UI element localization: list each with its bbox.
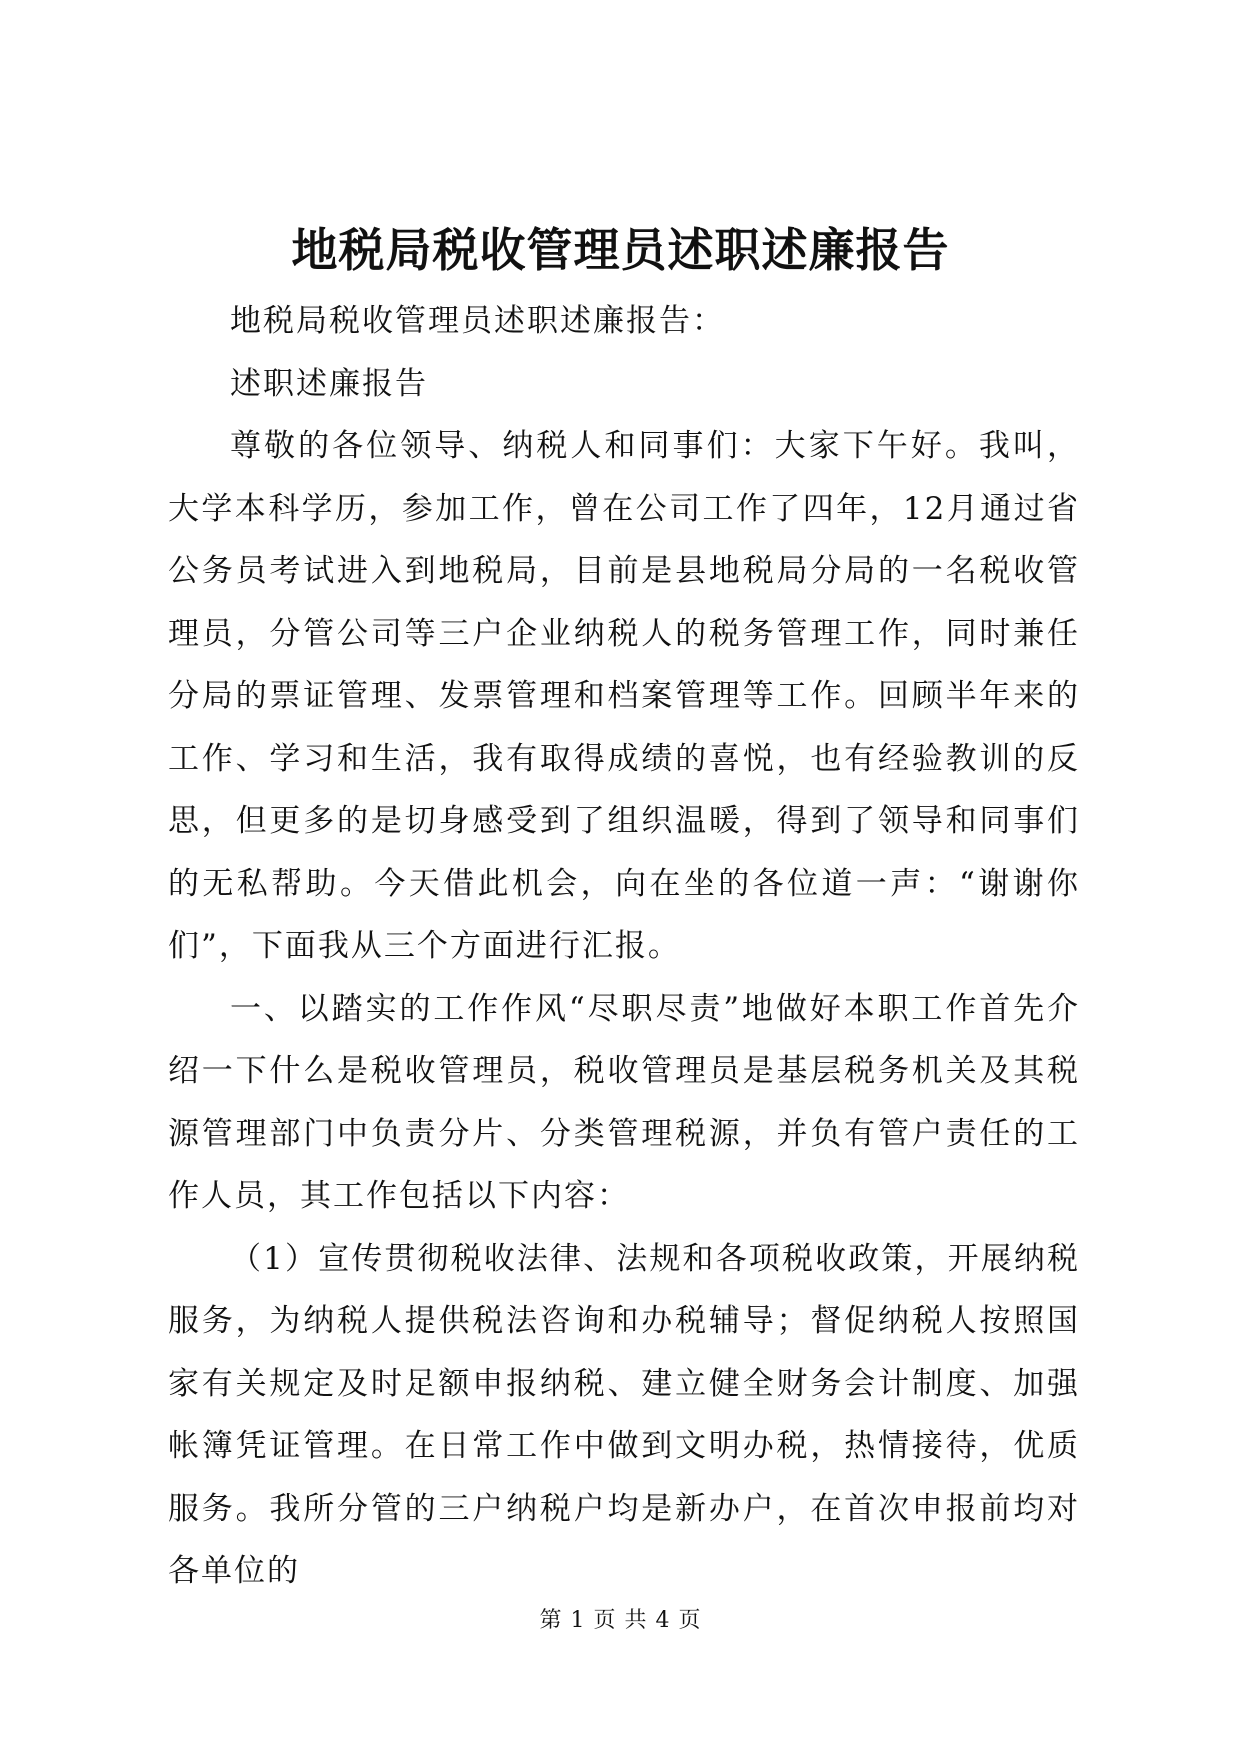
document-title: 地税局税收管理员述职述廉报告 — [291, 223, 950, 277]
paragraph-subtitle: 述职述廉报告 — [230, 365, 428, 402]
paragraph-item-one: （1）宣传贯彻税收法律、法规和各项税收政策，开展纳税服务，为纳税人提供税法咨询和办税辅导；督促纳税人按照国家有关规定及时足额申报纳税、建立健全财务会计制度、加强帐簿凭证管理。在日常工作中做到文明办税，热情接待，优质服务。我所分管的三户纳税户均是新办户，在首次申报前均对各单位的 — [168, 1240, 1080, 1589]
paragraph-salutation-heading: 地税局税收管理员述职述廉报告： — [230, 303, 725, 339]
page-footer: 第 1 页 共 4 页 — [539, 1608, 702, 1633]
paragraph-introduction: 尊敬的各位领导、纳税人和同事们：大家下午好。我叫，大学本科学历，参加工作，曾在公司工作了四年，12月通过省公务员考试进入到地税局，目前是县地税局分局的一名税收管理员，分管公司等三户企业纳税人的税务管理工作，同时兼任分局的票证管理、发票管理和档案管理等工作。回顾半年来的工作、学习和生活，我有取得成绩的喜悦，也有经验教训的反思，但更多的是切身感受到了组织温暖，得到了领导和同事们的无私帮助。今天借此机会，向在坐的各位道一声：“谢谢你们”，下面我从三个方面进行汇报。 — [168, 428, 1080, 964]
document-body — [168, 290, 1080, 1603]
paragraph-section-one: 一、以踏实的工作作风“尽职尽责”地做好本职工作首先介绍一下什么是税收管理员，税收管理员是基层税务机关及其税源管理部门中负责分片、分类管理税源，并负有管户责任的工作人员，其工作包括以下内容： — [168, 990, 1080, 1214]
